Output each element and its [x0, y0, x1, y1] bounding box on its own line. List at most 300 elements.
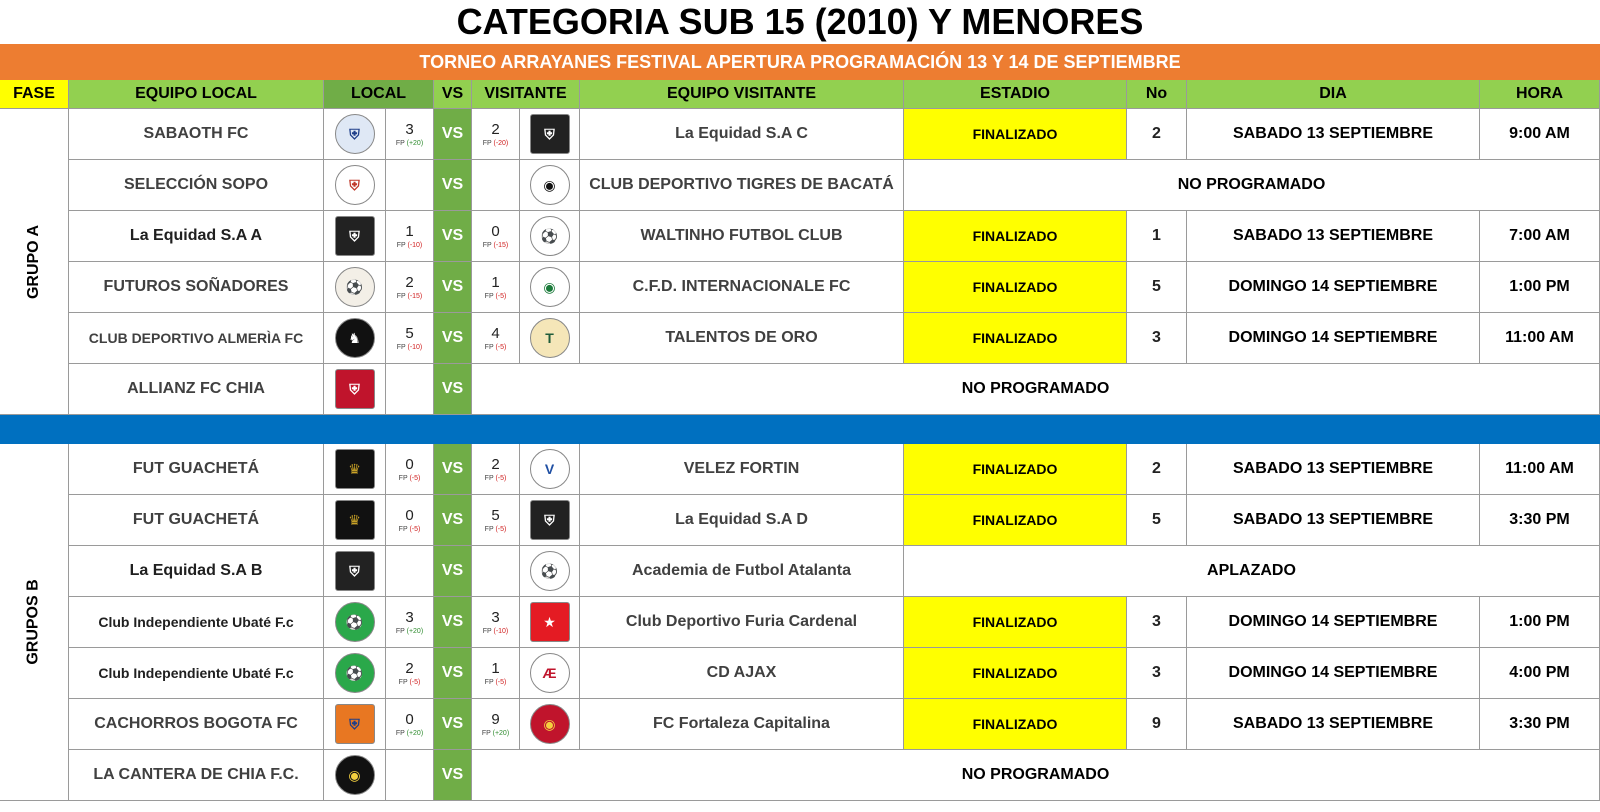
match-time [1480, 699, 1600, 750]
home-logo-cell [324, 109, 386, 160]
match-time [1480, 495, 1600, 546]
page-title: CATEGORIA SUB 15 (2010) Y MENORES [456, 1, 1144, 42]
furia-cardenal-crest-icon: ★ [530, 602, 570, 642]
day-header-label: DIA [1319, 85, 1347, 102]
away-logo-cell [520, 597, 580, 648]
away-team-name [580, 699, 904, 750]
away-score [472, 444, 520, 495]
ajax-crest-icon: Æ [530, 653, 570, 693]
home-team-text: SABAOTH FC [143, 125, 249, 142]
field-number-text: 5 [1152, 511, 1161, 528]
home-team-text: FUTUROS SOÑADORES [103, 278, 289, 295]
home-team-text: La Equidad S.A B [129, 562, 263, 579]
allianz-crest-icon: ⛨ [335, 369, 375, 409]
away-logo-cell [520, 160, 580, 211]
stadium-status [904, 109, 1127, 160]
away-team-text: TALENTOS DE ORO [665, 329, 818, 346]
home-team-text: SELECCIÓN SOPO [123, 176, 269, 193]
internacionale-crest-icon: ◉ [530, 267, 570, 307]
stadium-status-text: FINALIZADO [972, 512, 1058, 528]
fair-play-points: FP (-5) [398, 525, 421, 533]
stadium-status [904, 211, 1127, 262]
vs-text: VS [441, 460, 464, 477]
fair-play-points: FP (-10) [482, 627, 509, 635]
stadium-status [904, 597, 1127, 648]
away-score [472, 262, 520, 313]
home-logo-cell [324, 444, 386, 495]
stadium-status-text: FINALIZADO [972, 279, 1058, 295]
sopo-crest-icon: ⛨ [335, 165, 375, 205]
home-score [386, 750, 434, 801]
match-status-merged [472, 364, 1600, 415]
field-number-text: 3 [1152, 329, 1161, 346]
match-day-text: SABADO 13 SEPTIEMBRE [1232, 511, 1434, 528]
stadium-status [904, 262, 1127, 313]
fair-play-points: FP (+20) [395, 729, 424, 737]
home-logo-cell [324, 699, 386, 750]
goals-value: 0 [405, 710, 414, 728]
vs-text: VS [441, 227, 464, 244]
match-day-text: DOMINGO 14 SEPTIEMBRE [1228, 613, 1438, 630]
field-number [1127, 444, 1187, 495]
fair-play-points: FP (-5) [484, 343, 507, 351]
stadium-status [904, 648, 1127, 699]
stadium-status [904, 313, 1127, 364]
programa-formacion-crest-icon: ⛨ [335, 551, 375, 591]
away-score [472, 160, 520, 211]
match-day [1187, 648, 1480, 699]
away-team-text: CD AJAX [706, 664, 777, 681]
stadium-status-text: FINALIZADO [972, 330, 1058, 346]
fair-play-points: FP (-10) [396, 241, 423, 249]
home-logo-cell [324, 160, 386, 211]
field-number [1127, 648, 1187, 699]
match-time [1480, 313, 1600, 364]
fair-play-value: (-5) [495, 292, 507, 300]
vs-header-label: VS [441, 85, 464, 102]
away-team-name [580, 211, 904, 262]
stadium-status [904, 699, 1127, 750]
vs-label [434, 109, 472, 160]
tigres-crest-icon: ◉ [530, 165, 570, 205]
group-label [0, 109, 69, 415]
fair-play-points: FP (-5) [484, 474, 507, 482]
away-logo-cell [520, 699, 580, 750]
vs-label [434, 211, 472, 262]
away-team-name [580, 109, 904, 160]
goals-value: 4 [491, 324, 500, 342]
away-score-header-label: VISITANTE [484, 85, 567, 102]
home-team-text: CLUB DEPORTIVO ALMERÌA FC [88, 330, 304, 346]
vs-label [434, 313, 472, 364]
home-score [386, 546, 434, 597]
stadium-status-text: FINALIZADO [972, 614, 1058, 630]
away-score [472, 699, 520, 750]
match-day [1187, 444, 1480, 495]
stadium-status-text: FINALIZADO [972, 665, 1058, 681]
stadium-header-label: ESTADIO [980, 85, 1050, 102]
vs-text: VS [441, 329, 464, 346]
away-team-text: WALTINHO FUTBOL CLUB [640, 227, 843, 244]
fair-play-value: (-5) [495, 474, 507, 482]
schedule-table [0, 80, 1600, 812]
home-team-name [69, 648, 324, 699]
home-team-name [69, 211, 324, 262]
group-separator [0, 415, 1600, 444]
goals-value: 3 [491, 608, 500, 626]
field-number-text: 2 [1152, 125, 1161, 142]
away-team-text: VELEZ FORTIN [683, 460, 800, 477]
vs-header [434, 80, 472, 109]
fair-play-points: FP (-15) [482, 241, 509, 249]
away-logo-cell [520, 262, 580, 313]
match-status-text: APLAZADO [1207, 562, 1296, 579]
vs-text: VS [441, 511, 464, 528]
away-score [472, 313, 520, 364]
vs-label [434, 750, 472, 801]
away-team-text: La Equidad S.A C [675, 125, 808, 142]
match-day-text: SABADO 13 SEPTIEMBRE [1232, 227, 1434, 244]
match-time [1480, 597, 1600, 648]
stadium-status-text: FINALIZADO [972, 228, 1058, 244]
away-logo-cell [520, 495, 580, 546]
match-time-text: 4:00 PM [1509, 664, 1570, 681]
goals-value: 2 [491, 455, 500, 473]
fair-play-value: (+20) [492, 729, 510, 737]
away-logo-cell [520, 109, 580, 160]
vs-label [434, 444, 472, 495]
almeria-crest-icon: ♞ [335, 318, 375, 358]
home-logo-cell [324, 262, 386, 313]
guacheta-crest-icon: ♛ [335, 449, 375, 489]
goals-value: 5 [491, 506, 500, 524]
home-score [386, 262, 434, 313]
match-day-text: DOMINGO 14 SEPTIEMBRE [1228, 329, 1438, 346]
goals-value: 0 [405, 455, 414, 473]
home-logo-cell [324, 495, 386, 546]
home-score [386, 109, 434, 160]
day-header [1187, 80, 1480, 109]
vs-label [434, 648, 472, 699]
vs-label [434, 160, 472, 211]
home-team-name [69, 160, 324, 211]
vs-text: VS [441, 766, 464, 783]
fair-play-points: FP (-5) [484, 292, 507, 300]
match-time [1480, 262, 1600, 313]
fase-header-label: FASE [13, 85, 55, 102]
match-status-text: NO PROGRAMADO [961, 380, 1110, 397]
away-logo-cell [520, 313, 580, 364]
fair-play-points: FP (-5) [398, 678, 421, 686]
ubate-crest-icon: ⚽ [335, 602, 375, 642]
home-score [386, 495, 434, 546]
fair-play-value: (-5) [495, 343, 507, 351]
home-team-name [69, 364, 324, 415]
fair-play-points: FP (-5) [398, 474, 421, 482]
field-number [1127, 495, 1187, 546]
field-number-text: 3 [1152, 613, 1161, 630]
home-team-name [69, 546, 324, 597]
home-team-text: Club Independiente Ubaté F.c [98, 665, 294, 681]
fair-play-value: (-5) [409, 525, 421, 533]
home-team-text: CACHORROS BOGOTA FC [94, 715, 298, 732]
fair-play-points: FP (+20) [481, 729, 510, 737]
match-day-text: DOMINGO 14 SEPTIEMBRE [1228, 278, 1438, 295]
match-time-text: 3:30 PM [1509, 715, 1570, 732]
match-day [1187, 262, 1480, 313]
away-team-name [580, 160, 904, 211]
match-time-text: 1:00 PM [1509, 278, 1570, 295]
home-score [386, 211, 434, 262]
field-number-text: 5 [1152, 278, 1161, 295]
match-status-merged [472, 750, 1600, 801]
away-score [472, 211, 520, 262]
away-team-text: C.F.D. INTERNACIONALE FC [632, 278, 851, 295]
vs-label [434, 495, 472, 546]
away-score-header [472, 80, 580, 109]
away-logo-cell [520, 211, 580, 262]
away-team-name [580, 546, 904, 597]
away-score [472, 495, 520, 546]
group-label-text: GRUPOS B [25, 579, 42, 665]
stadium-status [904, 495, 1127, 546]
fair-play-value: (+20) [406, 139, 424, 147]
goals-value: 1 [491, 659, 500, 677]
stadium-status-text: FINALIZADO [972, 461, 1058, 477]
match-time-text: 9:00 AM [1509, 125, 1570, 142]
vs-label [434, 364, 472, 415]
match-time [1480, 211, 1600, 262]
goals-value: 2 [405, 273, 414, 291]
group-label [0, 444, 69, 801]
away-logo-cell [520, 648, 580, 699]
away-score [472, 597, 520, 648]
goals-value: 0 [405, 506, 414, 524]
home-team-name [69, 597, 324, 648]
home-logo-cell [324, 597, 386, 648]
vs-text: VS [441, 176, 464, 193]
field-number [1127, 313, 1187, 364]
guacheta-crest-icon: ♛ [335, 500, 375, 540]
match-day [1187, 699, 1480, 750]
home-score [386, 699, 434, 750]
match-day [1187, 597, 1480, 648]
goals-value: 3 [405, 120, 414, 138]
fase-header [0, 80, 69, 109]
fair-play-value: (-15) [407, 292, 423, 300]
away-score [472, 648, 520, 699]
home-logo-cell [324, 648, 386, 699]
vs-text: VS [441, 278, 464, 295]
goals-value: 1 [491, 273, 500, 291]
match-time [1480, 648, 1600, 699]
fair-play-value: (+20) [406, 729, 424, 737]
fortaleza-crest-icon: ◉ [530, 704, 570, 744]
match-time [1480, 109, 1600, 160]
away-team-name [580, 495, 904, 546]
fair-play-value: (-5) [409, 678, 421, 686]
vs-label [434, 597, 472, 648]
fair-play-value: (-10) [407, 241, 423, 249]
fair-play-value: (-5) [409, 474, 421, 482]
match-time-text: 3:30 PM [1509, 511, 1570, 528]
local-score-header [324, 80, 434, 109]
fair-play-points: FP (+20) [395, 627, 424, 635]
home-team-text: FUT GUACHETÁ [132, 460, 260, 477]
field-number [1127, 699, 1187, 750]
match-time-text: 7:00 AM [1509, 227, 1570, 244]
home-team-header-label: EQUIPO LOCAL [135, 85, 257, 102]
home-team-name [69, 699, 324, 750]
shield-crest-icon: ⛨ [335, 114, 375, 154]
number-header [1127, 80, 1187, 109]
away-team-text: CLUB DEPORTIVO TIGRES DE BACATÁ [589, 176, 894, 193]
goals-value: 5 [405, 324, 414, 342]
match-day-text: SABADO 13 SEPTIEMBRE [1232, 715, 1434, 732]
goals-value: 3 [405, 608, 414, 626]
vs-text: VS [441, 562, 464, 579]
home-team-name [69, 109, 324, 160]
talentos-crest-icon: T [530, 318, 570, 358]
home-score [386, 648, 434, 699]
vs-text: VS [441, 125, 464, 142]
home-score [386, 444, 434, 495]
home-logo-cell [324, 313, 386, 364]
fair-play-value: (-15) [493, 241, 509, 249]
vs-label [434, 262, 472, 313]
away-logo-cell [520, 444, 580, 495]
fair-play-points: FP (-15) [396, 292, 423, 300]
away-team-name [580, 597, 904, 648]
vs-label [434, 546, 472, 597]
fair-play-points: FP (-20) [482, 139, 509, 147]
home-team-text: Club Independiente Ubaté F.c [98, 614, 294, 630]
home-team-text: FUT GUACHETÁ [132, 511, 260, 528]
vs-text: VS [441, 613, 464, 630]
field-number [1127, 109, 1187, 160]
match-time-text: 11:00 AM [1505, 460, 1574, 477]
fair-play-points: FP (-10) [396, 343, 423, 351]
stadium-status-text: FINALIZADO [972, 716, 1058, 732]
programa-formacion-crest-icon: ⛨ [335, 216, 375, 256]
fair-play-points: FP (-5) [484, 678, 507, 686]
home-logo-cell [324, 750, 386, 801]
home-team-header [69, 80, 324, 109]
velez-crest-icon: V [530, 449, 570, 489]
cantera-crest-icon: ◉ [335, 755, 375, 795]
home-team-name [69, 750, 324, 801]
field-number-text: 9 [1152, 715, 1161, 732]
ubate-crest-icon: ⚽ [335, 653, 375, 693]
match-time-text: 11:00 AM [1505, 329, 1574, 346]
fair-play-value: (-20) [493, 139, 509, 147]
away-team-name [580, 313, 904, 364]
match-day-text: SABADO 13 SEPTIEMBRE [1232, 125, 1434, 142]
home-score [386, 313, 434, 364]
goals-value: 1 [405, 222, 414, 240]
home-score [386, 364, 434, 415]
field-number-text: 3 [1152, 664, 1161, 681]
match-day [1187, 109, 1480, 160]
number-header-label: No [1145, 85, 1168, 102]
fair-play-value: (-10) [407, 343, 423, 351]
match-status-text: NO PROGRAMADO [1177, 176, 1326, 193]
home-team-name [69, 262, 324, 313]
tournament-subtitle: TORNEO ARRAYANES FESTIVAL APERTURA PROGRAMACIÓN 13 Y 14 DE SEPTIEMBRE [0, 44, 1600, 80]
match-day-text: SABADO 13 SEPTIEMBRE [1232, 460, 1434, 477]
match-time-text: 1:00 PM [1509, 613, 1570, 630]
match-day [1187, 313, 1480, 364]
goals-value: 2 [405, 659, 414, 677]
away-team-header [580, 80, 904, 109]
home-logo-cell [324, 364, 386, 415]
home-team-text: LA CANTERA DE CHIA F.C. [93, 766, 299, 783]
away-team-name [580, 262, 904, 313]
fair-play-points: FP (-5) [484, 525, 507, 533]
away-team-text: FC Fortaleza Capitalina [653, 715, 830, 732]
vs-text: VS [441, 715, 464, 732]
match-status-text: NO PROGRAMADO [961, 766, 1110, 783]
away-logo-cell [520, 546, 580, 597]
goals-value: 0 [491, 222, 500, 240]
atalanta-crest-icon: ⚽ [530, 551, 570, 591]
waltinho-crest-icon: ⚽ [530, 216, 570, 256]
match-status-merged [904, 546, 1600, 597]
home-score [386, 160, 434, 211]
fair-play-value: (-5) [495, 678, 507, 686]
home-score [386, 597, 434, 648]
home-logo-cell [324, 211, 386, 262]
away-team-text: Club Deportivo Furia Cardenal [625, 613, 858, 630]
match-day [1187, 211, 1480, 262]
field-number [1127, 211, 1187, 262]
fair-play-value: (-5) [495, 525, 507, 533]
fair-play-points: FP (+20) [395, 139, 424, 147]
stadium-status-text: FINALIZADO [972, 126, 1058, 142]
field-number [1127, 262, 1187, 313]
goals-value: 9 [491, 710, 500, 728]
home-team-name [69, 313, 324, 364]
field-number [1127, 597, 1187, 648]
cachorros-crest-icon: ⛨ [335, 704, 375, 744]
stadium-header [904, 80, 1127, 109]
time-header [1480, 80, 1600, 109]
match-status-merged [904, 160, 1600, 211]
stadium-status [904, 444, 1127, 495]
home-team-name [69, 495, 324, 546]
home-team-text: ALLIANZ FC CHIA [127, 380, 265, 397]
local-score-header-label: LOCAL [350, 85, 407, 102]
home-team-name [69, 444, 324, 495]
match-day-text: DOMINGO 14 SEPTIEMBRE [1228, 664, 1438, 681]
fair-play-value: (-10) [493, 627, 509, 635]
programa-formacion-crest-icon: ⛨ [530, 500, 570, 540]
away-team-text: La Equidad S.A D [675, 511, 808, 528]
vs-text: VS [441, 380, 464, 397]
match-time [1480, 444, 1600, 495]
away-team-header-label: EQUIPO VISITANTE [666, 85, 817, 102]
field-number-text: 2 [1152, 460, 1161, 477]
field-number-text: 1 [1152, 227, 1161, 244]
away-score [472, 109, 520, 160]
vs-text: VS [441, 664, 464, 681]
goals-value: 2 [491, 120, 500, 138]
fair-play-value: (+20) [406, 627, 424, 635]
group-label-text: GRUPO A [25, 224, 43, 299]
away-score [472, 546, 520, 597]
home-team-text: La Equidad S.A A [129, 227, 263, 244]
away-team-name [580, 444, 904, 495]
